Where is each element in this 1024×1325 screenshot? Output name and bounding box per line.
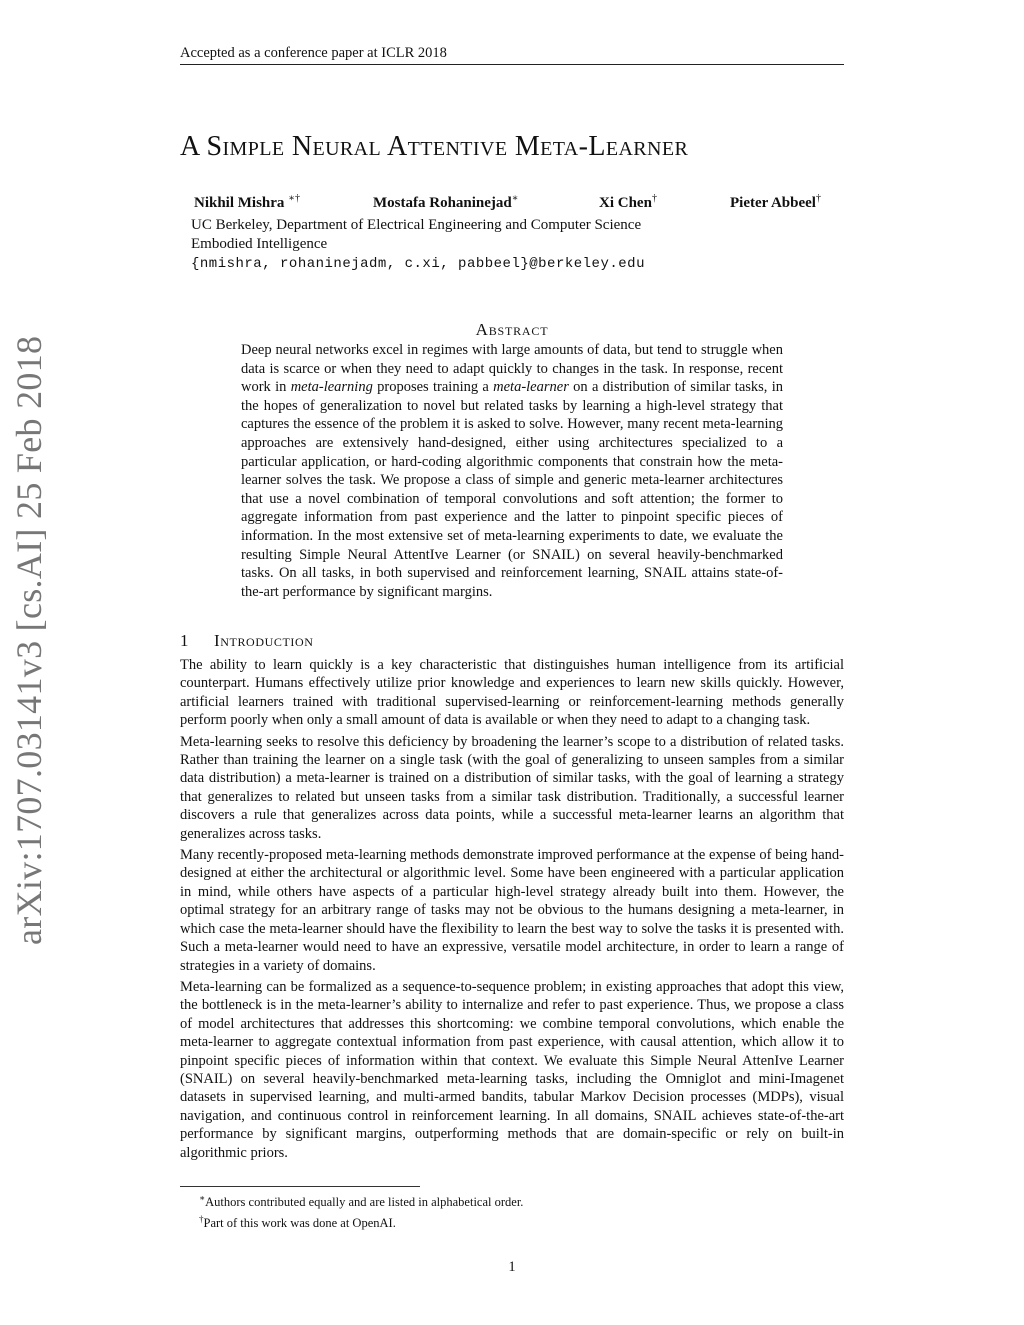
footnote bbox=[199, 1211, 523, 1232]
introduction-body bbox=[180, 656, 844, 1165]
running-header: Accepted as a conference paper at ICLR 2018 bbox=[180, 44, 844, 65]
author-emails[interactable]: {nmishra, rohaninejadm, c.xi, pabbeel}@berkeley.edu bbox=[191, 256, 645, 272]
author-mark: ∗† bbox=[288, 193, 300, 204]
author-mark: † bbox=[651, 193, 657, 204]
paper-title: A Simple Neural Attentive Meta-Learner bbox=[180, 131, 689, 162]
author-3 bbox=[599, 193, 657, 212]
affiliation-line-2: Embodied Intelligence bbox=[191, 236, 328, 252]
footnote-divider bbox=[180, 1186, 420, 1187]
abstract-emphasis: meta-learning bbox=[290, 379, 373, 396]
page-number: 1 bbox=[508, 1259, 516, 1275]
author-4 bbox=[730, 193, 821, 212]
author-name: Pieter Abbeel bbox=[730, 195, 816, 211]
author-1 bbox=[194, 193, 300, 212]
affiliation-line-1: UC Berkeley, Department of Electrical Engineering and Computer Science bbox=[191, 217, 642, 233]
abstract-emphasis: meta-learner bbox=[493, 379, 569, 396]
footnote-mark: † bbox=[199, 1214, 204, 1225]
abstract-text-part: on a distribution of similar tasks, in the hopes of generalization to novel but related tasks by learning a high-level strategy that captures the essence of the problem it is asked to solve. However, many recent meta-learning approaches are extensively hand-designed, either using architectures specialized to a particular application, or hard-coding algorithmic components that constrain how the meta-learner solves the task. We propose a class of simple and generic meta-learner architectures that use a novel combination of temporal convolutions and soft attention; the former to aggregate information from past experience and the latter to pinpoint specific pieces of information. In the most extensive set of meta-learning experiments to date, we evaluate the resulting Simple Neural AttentIve Learner (or SNAIL) on several heavily-benchmarked tasks. On all tasks, in both supervised and reinforcement learning, SNAIL attains state-of-the-art performance by significant margins. bbox=[241, 379, 783, 600]
abstract-heading: Abstract bbox=[475, 320, 549, 339]
author-mark: † bbox=[815, 193, 821, 204]
author-mark: ∗ bbox=[511, 193, 519, 204]
arxiv-identifier: arXiv:1707.03141v3 [cs.AI] 25 Feb 2018 bbox=[9, 335, 49, 945]
section-title: Introduction bbox=[214, 631, 314, 650]
author-2 bbox=[373, 193, 519, 212]
author-name: Nikhil Mishra bbox=[194, 195, 285, 211]
footnote-text: Authors contributed equally and are listed in alphabetical order. bbox=[205, 1195, 524, 1210]
footnote bbox=[199, 1190, 523, 1211]
intro-paragraph: Meta-learning seeks to resolve this deficiency by broadening the learner’s scope to a distribution of related tasks. Rather than training the learner on a single task (with the goal of generalizing to unseen samples from a similar data distribution) a meta-learner is trained on a distribution of similar tasks, with the goal of learning a strategy that generalizes to related but unseen tasks from a similar task distribution. Traditionally, a successful learner discovers a rule that generalizes across data points, while a successful meta-learner learns an algorithm that generalizes across tasks. bbox=[180, 733, 844, 842]
author-name: Mostafa Rohaninejad bbox=[373, 195, 512, 211]
section-number: 1 bbox=[180, 631, 190, 650]
footnotes bbox=[199, 1190, 523, 1232]
footnote-text: Part of this work was done at OpenAI. bbox=[203, 1216, 396, 1231]
intro-paragraph: Meta-learning can be formalized as a sequence-to-sequence problem; in existing approaches that adopt this view, the bottleneck is in the meta-learner’s ability to internalize and refer to past experience. Thus, we propose a class of model architectures that addresses this shortcoming: we combine temporal convolutions, which enable the meta-learner to aggregate contextual information from past experience, with causal attention, which allow it to pinpoint specific pieces of information within that context. We evaluate this Simple Neural AttenIve Learner (SNAIL) on several heavily-benchmarked meta-learning tasks, including the Omniglot and mini-Imagenet datasets in supervised learning, and multi-armed bandits, tabular Markov Decision processes (MDPs), visual navigation, and continuous control in reinforcement learning. In all domains, SNAIL achieves state-of-the-art performance by significant margins, outperforming methods that are domain-specific or rely on built-in algorithmic priors. bbox=[180, 978, 844, 1161]
author-name: Xi Chen bbox=[599, 195, 652, 211]
footnote-mark: ∗ bbox=[199, 1193, 206, 1203]
intro-paragraph: Many recently-proposed meta-learning methods demonstrate improved performance at the expense of being hand-designed at either the architectural or algorithmic level. Some have been engineered with a particular application in mind, while others have aspects of a particular high-level strategy already built into them. However, the optimal strategy for an arbitrary range of tasks may not be obvious to the humans designing a meta-learner, in which case the meta-learner should have the flexibility to learn the best way to solve the tasks it is presented with. Such a meta-learner would need to have an expressive, versatile model architecture, in order to learn a range of strategies in a variety of domains. bbox=[180, 847, 844, 974]
intro-paragraph: The ability to learn quickly is a key characteristic that distinguishes human intelligence from its artificial counterpart. Humans effectively utilize prior knowledge and experiences to learn new skills quickly. However, artificial learners trained with traditional supervised-learning or reinforcement-learning methods generally perform poorly when only a small amount of data is available or when they need to adapt to a changing task. bbox=[180, 657, 844, 729]
abstract-text bbox=[241, 341, 783, 601]
abstract-text-part: proposes training a bbox=[372, 379, 494, 396]
abstract-text-part: Deep neural networks excel in regimes with large amounts of data, but tend to struggle when data is scarce or when they need to adapt quickly to changes in the task. In response, recent work in bbox=[241, 342, 783, 396]
section-heading-introduction bbox=[180, 631, 314, 651]
